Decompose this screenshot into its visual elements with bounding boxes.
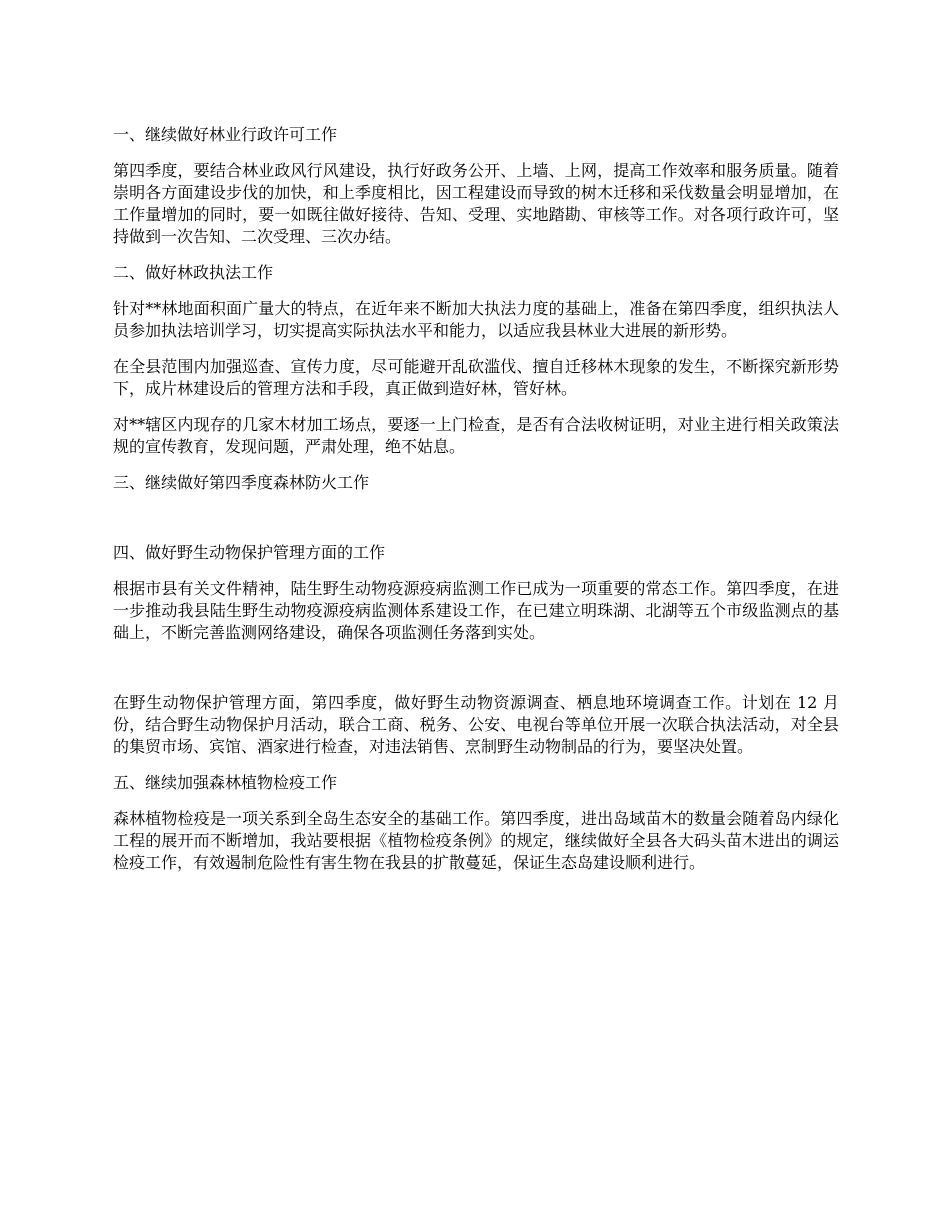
section-heading: 三、继续做好第四季度森林防火工作 [113, 473, 370, 492]
paragraph: 森林植物检疫是一项关系到全岛生态安全的基础工作。第四季度，进出岛域苗木的数量会随着岛内绿化工程的展开而不断增加，我站要根据《植物检疫条例》的规定，继续做好全县各大码头苗木进出的调运检疫工作，有效遏制危险性有害生物在我县的扩散蔓延，保证生态岛建设顺利进行。 [113, 809, 839, 872]
document-body [113, 124, 839, 888]
paragraph: 第四季度，要结合林业政风行风建设，执行好政务公开、上墙、上网，提高工作效率和服务质量。随着崇明各方面建设步伐的加快，和上季度相比，因工程建设而导致的树木迁移和采伐数量会明显增加，在工作量增加的同时，要一如既往做好接待、告知、受理、实地踏勘、审核等工作。对各项行政许可，坚持做到一次告知、二次受理、三次办结。 [113, 161, 839, 246]
paragraph: 在全县范围内加强巡查、宣传力度，尽可能避开乱砍滥伐、擅自迁移林木现象的发生，不断探究新形势下，成片林建设后的管理方法和手段，真正做到造好林，管好林。 [113, 357, 839, 398]
paragraph: 根据市县有关文件精神，陆生野生动物疫源疫病监测工作已成为一项重要的常态工作。第四季度，在进一步推动我县陆生野生动物疫源疫病监测体系建设工作，在已建立明珠湖、北湖等五个市级监测点的基础上，不断完善监测网络建设，确保各项监测任务落到实处。 [113, 579, 839, 642]
section-heading: 一、继续做好林业行政许可工作 [113, 125, 338, 144]
section-heading: 五、继续加强森林植物检疫工作 [113, 773, 338, 792]
paragraph: 在野生动物保护管理方面，第四季度，做好野生动物资源调查、栖息地环境调查工作。计划在 12 月份，结合野生动物保护月活动，联合工商、税务、公安、电视台等单位开展一次联合执法活动，对全县的集贸市场、宾馆、酒家进行检查，对违法销售、烹制野生动物制品的行为，要坚决处置。 [113, 693, 839, 756]
section-heading: 四、做好野生动物保护管理方面的工作 [113, 543, 386, 562]
paragraph: 针对**林地面积面广量大的特点，在近年来不断加大执法力度的基础上，准备在第四季度，组织执法人员参加执法培训学习，切实提高实际执法水平和能力，以适应我县林业大进展的新形势。 [113, 299, 839, 340]
section-heading: 二、做好林政执法工作 [113, 263, 274, 282]
paragraph: 对**辖区内现存的几家木材加工场点，要逐一上门检查，是否有合法收树证明，对业主进行相关政策法规的宣传教育，发现问题，严肃处理，绝不姑息。 [113, 415, 839, 456]
